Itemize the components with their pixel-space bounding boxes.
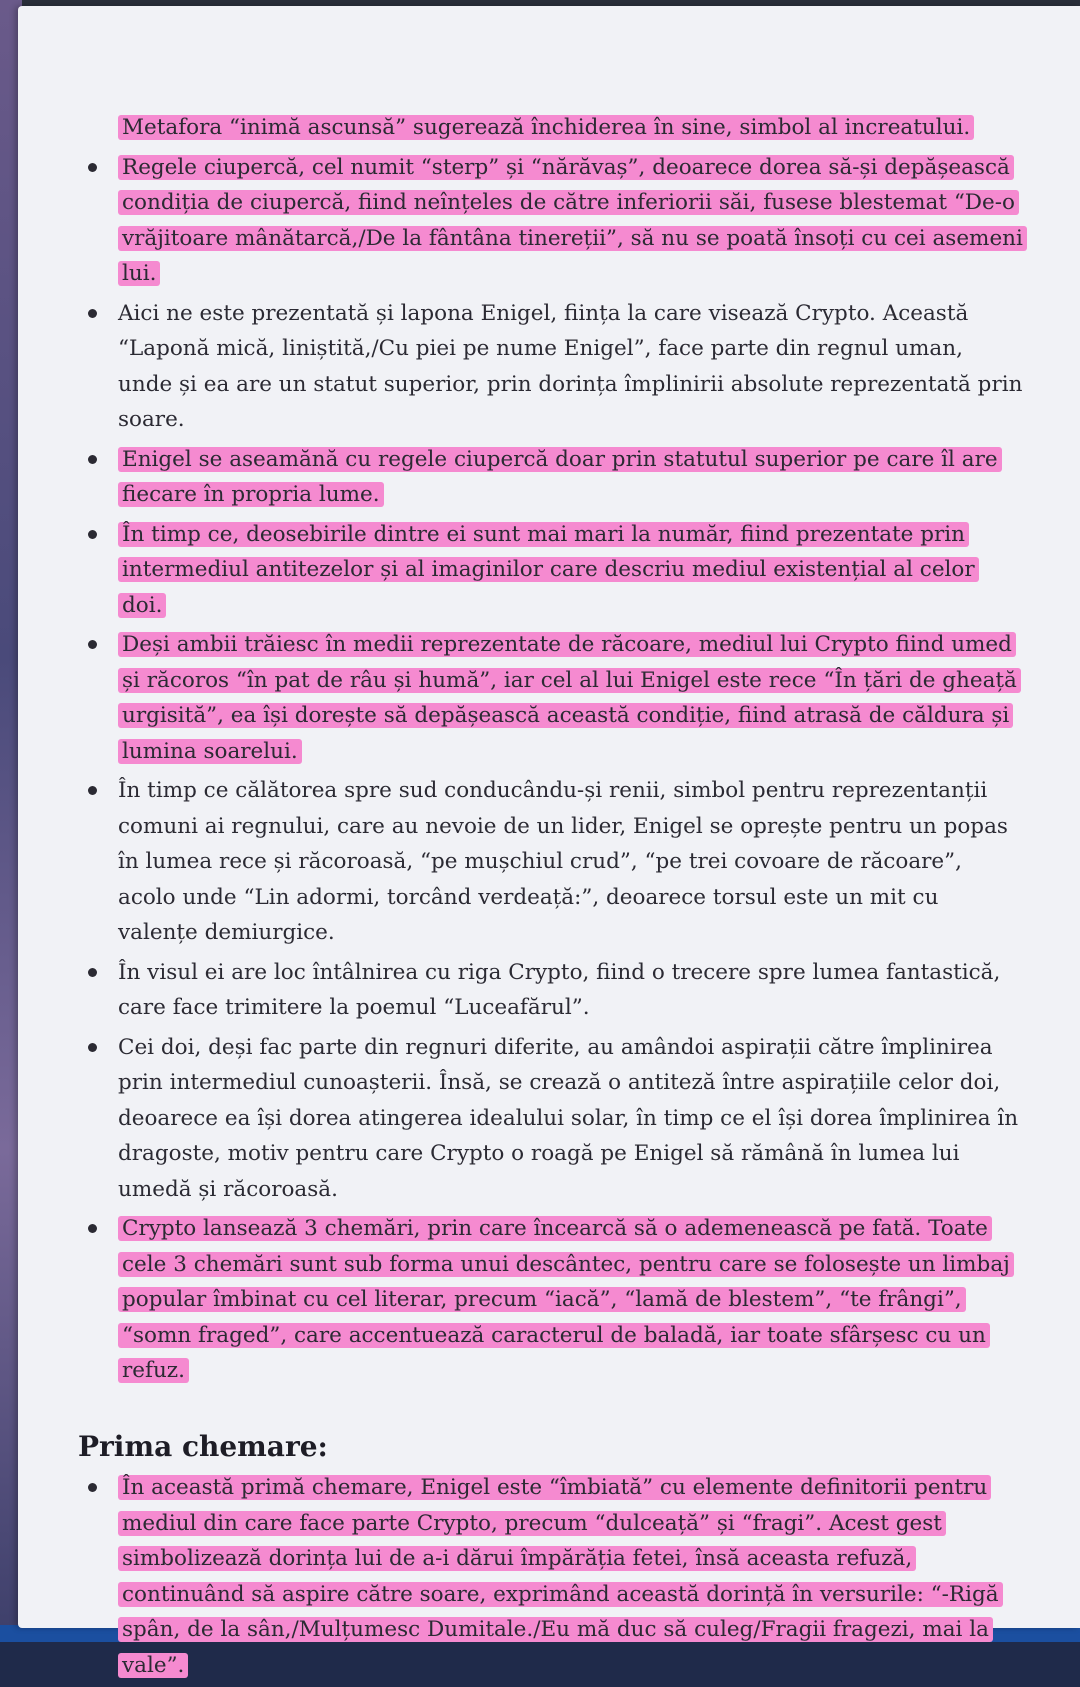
list-item bbox=[78, 296, 1023, 438]
list-item bbox=[78, 517, 1023, 624]
section-notes-list bbox=[78, 1470, 1023, 1683]
document-content bbox=[78, 110, 1023, 1687]
list-item bbox=[78, 773, 1023, 951]
list-item-text: Regele ciupercă, cel numit “sterp” și “nărăvaș”, deoarece dorea să-și depășească condiția de ciupercă, fiind neînțeles de către inferiorii săi, fusese blestemat “De-o vrăjitoare mânătarcă,/De la fântâna tinereții”, să nu se poată însoți cu cei asemeni lui. bbox=[118, 155, 1027, 287]
list-item-text: Aici ne este prezentată și lapona Enigel, ființa la care visează Crypto. Această “Laponă mică, liniștită,/Cu piei pe nume Enigel”, face parte din regnul uman, unde și ea are un statut superior, prin dorința împlinirii absolute reprezentată prin soare. bbox=[118, 300, 1023, 432]
list-item-text: Cei doi, deși fac parte din regnuri diferite, au amândoi aspirații către împlinirea prin intermediul cunoașterii. Însă, se crează o antiteză între aspirațiile celor doi, deoarece ea își dorea atingerea idealului solar, în timp ce el își dorea împlinirea în dragoste, motiv pentru care Crypto o roagă pe Enigel să rămână în lumea lui umedă și răcoroasă. bbox=[118, 1034, 1019, 1202]
intro-text: Metafora “inimă ascunsă” sugerează închiderea în sine, simbol al increatului. bbox=[118, 115, 974, 140]
list-item-text: În timp ce, deosebirile dintre ei sunt mai mari la număr, fiind prezentate prin intermediul antitezelor și al imaginilor care descriu mediul existențial al celor doi. bbox=[118, 522, 979, 618]
list-item bbox=[78, 150, 1023, 292]
intro-line bbox=[78, 110, 1023, 146]
list-item-text: În visul ei are loc întâlnirea cu riga Crypto, fiind o trecere spre lumea fantastică, care face trimitere la poemul “Luceafărul”. bbox=[118, 959, 1001, 1020]
list-item bbox=[78, 627, 1023, 769]
notes-list bbox=[78, 110, 1023, 1389]
list-item-text: Deși ambii trăiesc în medii reprezentate de răcoare, mediul lui Crypto fiind umed și răcoros “în pat de râu și humă”, iar cel al lui Enigel este rece “În țări de gheață urgisită”, ea își dorește să depășească această condiție, fiind atrasă de căldura și lumina soarelui. bbox=[118, 632, 1021, 764]
list-item-text: Crypto lansează 3 chemări, prin care încearcă să o ademenească pe fată. Toate cele 3 chemări sunt sub forma unui descântec, pentru care se folosește un limbaj popular îmbinat cu cel literar, precum “iacă”, “lamă de blestem”, “te frângi”, “somn fraged”, care accentuează caracterul de baladă, iar toate sfârșesc cu un refuz. bbox=[118, 1216, 1014, 1383]
list-item-text: În această primă chemare, Enigel este “îmbiată” cu elemente definitorii pentru mediul din care face parte Crypto, precum “dulceață” și “fragi”. Acest gest simbolizează dorința lui de a-i dărui împărăția fetei, însă aceasta refuză, continuând să aspire către soare, exprimând această dorință în versurile: “-Rigă spân, de la sân,/Mulțumesc Dumitale./Eu mă duc să culeg/Fragii fragezi, mai la vale”. bbox=[118, 1475, 1003, 1678]
list-item bbox=[78, 1211, 1023, 1389]
list-item bbox=[78, 442, 1023, 513]
list-item bbox=[78, 1470, 1023, 1683]
list-item-text: Enigel se aseamănă cu regele ciupercă doar prin statutul superior pe care îl are fiecare în propria lume. bbox=[118, 447, 1002, 508]
section-heading: Prima chemare: bbox=[78, 1429, 328, 1463]
list-item-text: În timp ce călătorea spre sud conducându-și renii, simbol pentru reprezentanții comuni ai regnului, care au nevoie de un lider, Enigel se oprește pentru un popas în lumea rece și răcoroasă, “pe mușchiul crud”, “pe trei covoare de răcoare”, acolo unde “Lin adormi, torcând verdeață:”, deoarece torsul este un mit cu valențe demiurgice. bbox=[118, 778, 1008, 945]
list-item bbox=[78, 955, 1023, 1026]
list-item bbox=[78, 1030, 1023, 1208]
